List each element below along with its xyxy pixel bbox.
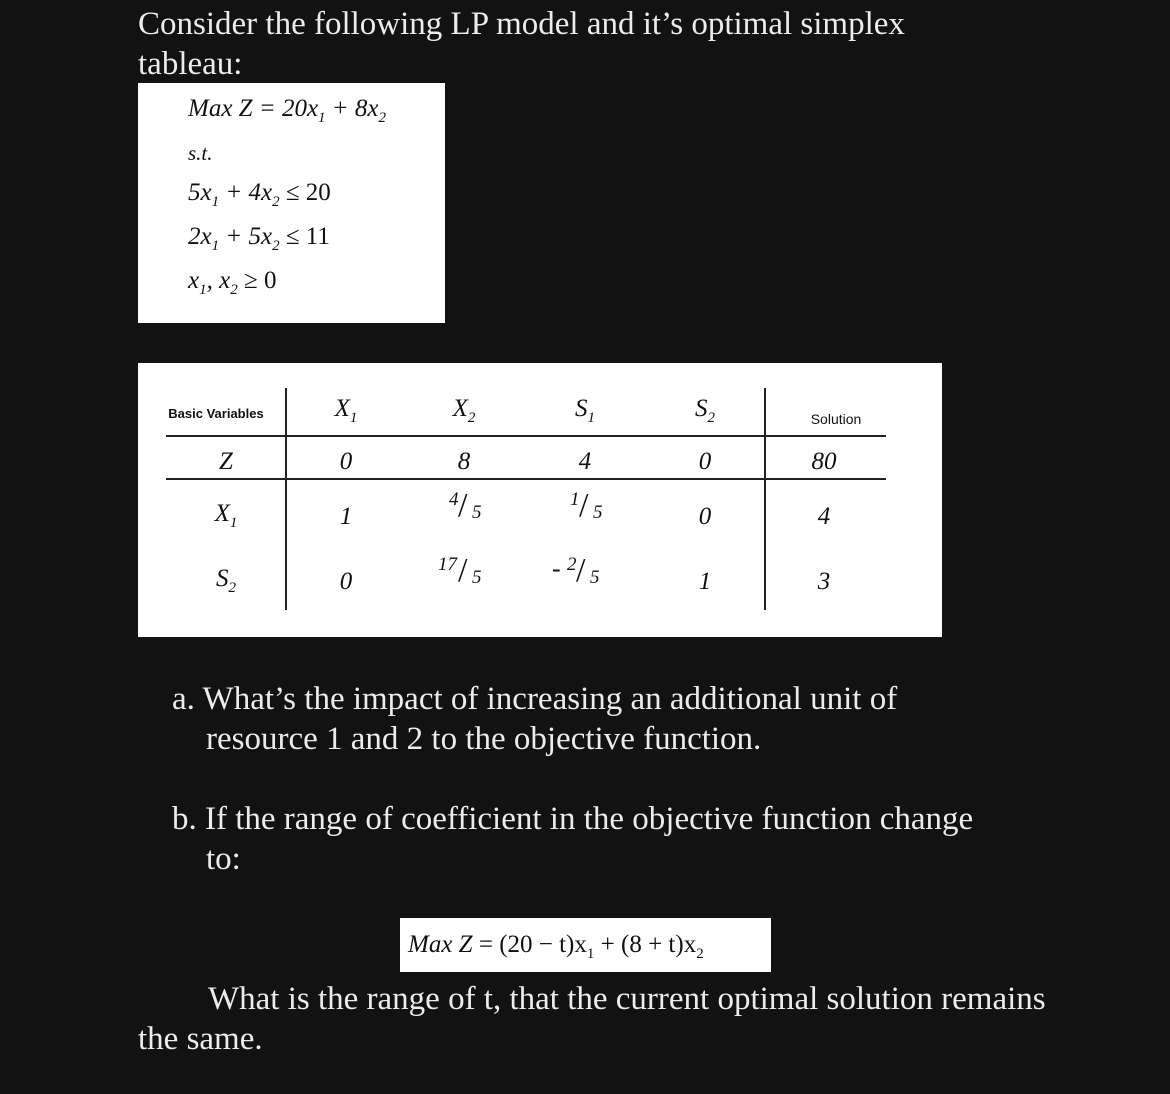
question-b-line-1: b. If the range of coefficient in the objective function change <box>172 801 974 837</box>
simplex-tableau <box>138 363 942 637</box>
question-a-line-1: a. What’s the impact of increasing an additional unit of <box>172 681 898 717</box>
col-header-s1: $S_1$ <box>575 395 595 426</box>
intro-line-1: Consider the following LP model and it’s optimal simplex <box>138 6 905 42</box>
question-b <box>172 799 1132 879</box>
x1-s1-fraction: 1 / 5 <box>570 487 603 524</box>
s2-x2-fraction: 17 / 5 <box>438 552 482 589</box>
subject-to-label: s.t. <box>188 141 213 165</box>
s2-x1-value: 0 <box>339 568 353 595</box>
s2-s2-value: 1 <box>698 568 712 595</box>
x1-solution-value: 4 <box>817 503 831 530</box>
parametric-objective-formula: Max $Z = (20 - t)x_1 + (8 + t)x_2$ <box>400 918 771 972</box>
z-s1-value: 4 <box>578 448 592 475</box>
row-label-x1: $X_1$ <box>214 500 238 531</box>
basic-column-rule <box>285 388 287 610</box>
objective-function: Max $Z = 20x_1 + 8x_2$ <box>188 95 387 126</box>
z-s2-value: 0 <box>698 448 712 475</box>
s2-s1-fraction: - 2 / 5 <box>552 552 600 589</box>
z-x1-value: 0 <box>339 448 353 475</box>
header-rule <box>166 435 886 437</box>
z-row-rule <box>166 478 886 480</box>
lp-model-box <box>138 83 445 323</box>
solution-header: Solution <box>810 411 862 427</box>
constraint-1: $5x_1 + 4x_2 \le 20$ <box>188 179 331 210</box>
solution-column-rule <box>764 388 766 610</box>
z-x2-value: 8 <box>457 448 471 475</box>
closing-question: What is the range of t, that the current optimal solution remains the same. <box>138 981 1046 1057</box>
intro-line-2: tableau: <box>138 46 243 82</box>
intro-text <box>138 4 978 84</box>
x1-x2-fraction: 4 / 5 <box>449 487 482 524</box>
question-b-line-2: to: <box>206 841 241 877</box>
nonnegativity-constraint: $x_1$, $x_2 \ge 0$ <box>188 267 277 298</box>
question-a-line-2: resource 1 and 2 to the objective function. <box>206 721 762 757</box>
row-label-s2: $S_2$ <box>216 565 236 596</box>
row-label-z: Z <box>219 448 233 475</box>
z-solution-value: 80 <box>811 448 837 475</box>
x1-x1-value: 1 <box>339 503 353 530</box>
col-header-x1: $X_1$ <box>334 395 358 426</box>
col-header-x2: $X_2$ <box>452 395 476 426</box>
x1-s2-value: 0 <box>698 503 712 530</box>
s2-solution-value: 3 <box>817 568 831 595</box>
constraint-2: $2x_1 + 5x_2 \le 11$ <box>188 223 330 254</box>
question-a <box>172 679 1072 759</box>
basic-variables-header: Basic Variables <box>168 406 264 421</box>
col-header-s2: $S_2$ <box>695 395 715 426</box>
